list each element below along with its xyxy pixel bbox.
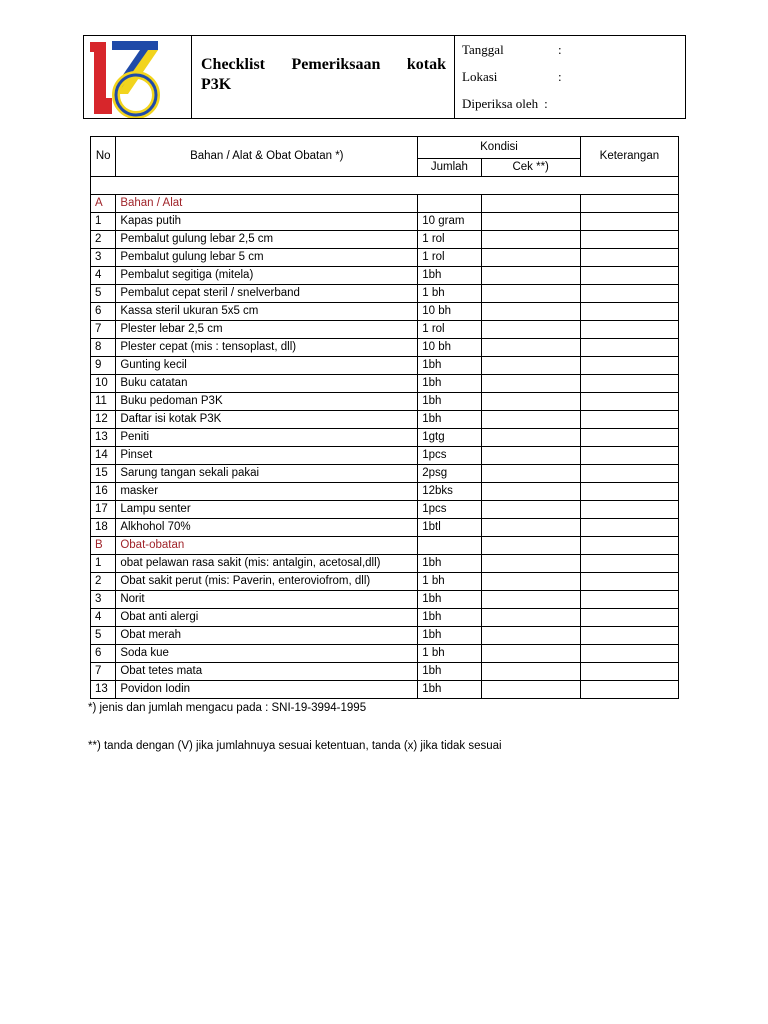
- title-line2: P3K: [201, 76, 232, 93]
- table-row: [91, 501, 679, 519]
- row-no: 9: [91, 357, 116, 375]
- table-row: [91, 555, 679, 573]
- row-no: 13: [91, 429, 116, 447]
- row-cek[interactable]: [481, 465, 580, 483]
- table-row: [91, 429, 679, 447]
- row-no: 7: [91, 663, 116, 681]
- row-cek[interactable]: [481, 249, 580, 267]
- table-row: [91, 267, 679, 285]
- row-item: Povidon Iodin: [116, 681, 418, 699]
- section-row-b: [91, 537, 679, 555]
- table-row: [91, 465, 679, 483]
- row-jumlah: 1 bh: [418, 573, 481, 591]
- row-cek[interactable]: [481, 645, 580, 663]
- row-no: 5: [91, 627, 116, 645]
- row-item: obat pelawan rasa sakit (mis: antalgin, acetosal,dll): [116, 555, 418, 573]
- row-jumlah: 1bh: [418, 375, 481, 393]
- row-no: 5: [91, 285, 116, 303]
- row-item: Obat merah: [116, 627, 418, 645]
- header-item: Bahan / Alat & Obat Obatan *): [116, 137, 418, 177]
- row-cek[interactable]: [481, 357, 580, 375]
- row-item: masker: [116, 483, 418, 501]
- row-cek[interactable]: [481, 285, 580, 303]
- row-cek[interactable]: [481, 339, 580, 357]
- row-keterangan[interactable]: [580, 339, 678, 357]
- section-code: B: [91, 537, 116, 555]
- row-jumlah: 1 rol: [418, 249, 481, 267]
- row-cek[interactable]: [481, 573, 580, 591]
- row-keterangan[interactable]: [580, 267, 678, 285]
- row-jumlah: 10 bh: [418, 303, 481, 321]
- row-item: Gunting kecil: [116, 357, 418, 375]
- row-item: Alkhohol 70%: [116, 519, 418, 537]
- row-keterangan[interactable]: [580, 627, 678, 645]
- row-cek[interactable]: [481, 393, 580, 411]
- table-row: [91, 483, 679, 501]
- row-cek[interactable]: [481, 609, 580, 627]
- row-keterangan[interactable]: [580, 429, 678, 447]
- row-item: Kassa steril ukuran 5x5 cm: [116, 303, 418, 321]
- row-jumlah: 1btl: [418, 519, 481, 537]
- row-no: 18: [91, 519, 116, 537]
- row-jumlah: 1bh: [418, 267, 481, 285]
- row-no: 3: [91, 249, 116, 267]
- row-cek[interactable]: [481, 681, 580, 699]
- row-jumlah: 1bh: [418, 591, 481, 609]
- row-jumlah: 1 bh: [418, 645, 481, 663]
- row-item: Plester cepat (mis : tensoplast, dll): [116, 339, 418, 357]
- row-no: 17: [91, 501, 116, 519]
- header-jumlah: Jumlah: [418, 159, 481, 177]
- row-jumlah: 1 rol: [418, 231, 481, 249]
- row-keterangan[interactable]: [580, 483, 678, 501]
- row-keterangan[interactable]: [580, 681, 678, 699]
- table-row: [91, 645, 679, 663]
- header-kondisi: Kondisi: [418, 137, 581, 159]
- row-item: Peniti: [116, 429, 418, 447]
- row-cek[interactable]: [481, 483, 580, 501]
- row-no: 14: [91, 447, 116, 465]
- row-no: 6: [91, 645, 116, 663]
- section-row-a: [91, 195, 679, 213]
- meta-colon: :: [558, 41, 562, 57]
- row-keterangan[interactable]: [580, 591, 678, 609]
- company-logo: [90, 38, 186, 118]
- row-cek[interactable]: [481, 231, 580, 249]
- row-jumlah: 1pcs: [418, 501, 481, 519]
- table-row: [91, 609, 679, 627]
- row-item: Soda kue: [116, 645, 418, 663]
- table-row: [91, 321, 679, 339]
- table-row: [91, 447, 679, 465]
- meta-colon: :: [544, 95, 548, 111]
- row-no: 11: [91, 393, 116, 411]
- row-keterangan[interactable]: [580, 573, 678, 591]
- form-header: [83, 35, 686, 119]
- row-no: 12: [91, 411, 116, 429]
- row-keterangan[interactable]: [580, 285, 678, 303]
- table-row: [91, 285, 679, 303]
- row-jumlah: 1 bh: [418, 285, 481, 303]
- meta-label: Lokasi: [462, 68, 498, 84]
- row-jumlah: 1bh: [418, 609, 481, 627]
- meta-lokasi[interactable]: [462, 63, 685, 90]
- row-cek[interactable]: [481, 429, 580, 447]
- row-jumlah: 2psg: [418, 465, 481, 483]
- meta-colon: :: [558, 68, 562, 84]
- row-jumlah: 1bh: [418, 555, 481, 573]
- row-keterangan[interactable]: [580, 393, 678, 411]
- row-no: 7: [91, 321, 116, 339]
- row-keterangan[interactable]: [580, 519, 678, 537]
- table-row: [91, 411, 679, 429]
- row-item: Obat sakit perut (mis: Paverin, enteroviofrom, dll): [116, 573, 418, 591]
- row-cek[interactable]: [481, 519, 580, 537]
- row-cek[interactable]: [481, 213, 580, 231]
- section-title: Bahan / Alat: [116, 195, 418, 213]
- row-keterangan[interactable]: [580, 375, 678, 393]
- row-jumlah: 1 rol: [418, 321, 481, 339]
- row-item: Daftar isi kotak P3K: [116, 411, 418, 429]
- section-title: Obat-obatan: [116, 537, 418, 555]
- table-row: [91, 249, 679, 267]
- row-keterangan[interactable]: [580, 663, 678, 681]
- row-keterangan[interactable]: [580, 447, 678, 465]
- footnote-1: *) jenis dan jumlah mengacu pada : SNI-19-3994-1995: [88, 702, 367, 714]
- table-row: [91, 393, 679, 411]
- row-item: Pinset: [116, 447, 418, 465]
- checklist-table: [90, 136, 679, 699]
- row-jumlah: 1gtg: [418, 429, 481, 447]
- row-jumlah: 1bh: [418, 681, 481, 699]
- row-cek[interactable]: [481, 447, 580, 465]
- meta-diperiksa[interactable]: [462, 90, 685, 117]
- row-no: 3: [91, 591, 116, 609]
- form-title: [192, 36, 455, 118]
- row-no: 16: [91, 483, 116, 501]
- row-keterangan[interactable]: [580, 303, 678, 321]
- row-no: 15: [91, 465, 116, 483]
- table-row: [91, 303, 679, 321]
- row-item: Lampu senter: [116, 501, 418, 519]
- row-item: Kapas putih: [116, 213, 418, 231]
- footnote-2: **) tanda dengan (V) jika jumlahnuya sesuai ketentuan, tanda (x) jika tidak sesuai: [88, 740, 502, 752]
- table-row: [91, 681, 679, 699]
- row-jumlah: 1bh: [418, 393, 481, 411]
- title-word: Checklist: [201, 56, 265, 73]
- row-cek[interactable]: [481, 591, 580, 609]
- row-keterangan[interactable]: [580, 357, 678, 375]
- row-item: Pembalut gulung lebar 5 cm: [116, 249, 418, 267]
- row-no: 1: [91, 555, 116, 573]
- row-cek[interactable]: [481, 627, 580, 645]
- row-keterangan[interactable]: [580, 501, 678, 519]
- row-item: Obat anti alergi: [116, 609, 418, 627]
- row-keterangan[interactable]: [580, 465, 678, 483]
- row-jumlah: 1bh: [418, 627, 481, 645]
- meta-tanggal[interactable]: [462, 36, 685, 63]
- table-row: [91, 213, 679, 231]
- row-cek[interactable]: [481, 321, 580, 339]
- row-cek[interactable]: [481, 267, 580, 285]
- row-keterangan[interactable]: [580, 321, 678, 339]
- table-row: [91, 573, 679, 591]
- table-row: [91, 339, 679, 357]
- row-cek[interactable]: [481, 303, 580, 321]
- spacer-row: [91, 177, 679, 195]
- row-item: Buku pedoman P3K: [116, 393, 418, 411]
- meta-fields: [455, 36, 685, 118]
- row-jumlah: 1bh: [418, 357, 481, 375]
- table-row: [91, 519, 679, 537]
- row-jumlah: 10 gram: [418, 213, 481, 231]
- row-item: Pembalut gulung lebar 2,5 cm: [116, 231, 418, 249]
- table-row: [91, 357, 679, 375]
- row-jumlah: 12bks: [418, 483, 481, 501]
- row-no: 4: [91, 609, 116, 627]
- row-cek[interactable]: [481, 411, 580, 429]
- row-item: Pembalut cepat steril / snelverband: [116, 285, 418, 303]
- logo-cell: [84, 36, 192, 118]
- row-jumlah: 10 bh: [418, 339, 481, 357]
- row-no: 10: [91, 375, 116, 393]
- row-cek[interactable]: [481, 663, 580, 681]
- row-keterangan[interactable]: [580, 609, 678, 627]
- meta-label: Tanggal: [462, 41, 504, 57]
- row-jumlah: 1bh: [418, 411, 481, 429]
- row-keterangan[interactable]: [580, 249, 678, 267]
- table-row: [91, 627, 679, 645]
- row-keterangan[interactable]: [580, 231, 678, 249]
- row-keterangan[interactable]: [580, 555, 678, 573]
- row-cek[interactable]: [481, 501, 580, 519]
- row-keterangan[interactable]: [580, 411, 678, 429]
- row-cek[interactable]: [481, 555, 580, 573]
- row-no: 8: [91, 339, 116, 357]
- row-no: 6: [91, 303, 116, 321]
- row-item: Sarung tangan sekali pakai: [116, 465, 418, 483]
- row-keterangan[interactable]: [580, 213, 678, 231]
- title-word: Pemeriksaan: [291, 56, 381, 73]
- row-no: 1: [91, 213, 116, 231]
- table-row: [91, 231, 679, 249]
- table-row: [91, 663, 679, 681]
- row-jumlah: 1bh: [418, 663, 481, 681]
- row-keterangan[interactable]: [580, 645, 678, 663]
- row-item: Obat tetes mata: [116, 663, 418, 681]
- row-item: Pembalut segitiga (mitela): [116, 267, 418, 285]
- section-code: A: [91, 195, 116, 213]
- table-row: [91, 375, 679, 393]
- header-cek: Cek **): [481, 159, 580, 177]
- row-no: 13: [91, 681, 116, 699]
- table-row: [91, 591, 679, 609]
- header-keterangan: Keterangan: [580, 137, 678, 177]
- title-word: kotak: [406, 56, 446, 73]
- meta-label: Diperiksa oleh: [462, 95, 539, 111]
- row-item: Buku catatan: [116, 375, 418, 393]
- row-item: Norit: [116, 591, 418, 609]
- header-no: No: [91, 137, 116, 177]
- row-jumlah: 1pcs: [418, 447, 481, 465]
- row-item: Plester lebar 2,5 cm: [116, 321, 418, 339]
- row-no: 4: [91, 267, 116, 285]
- row-no: 2: [91, 573, 116, 591]
- row-cek[interactable]: [481, 375, 580, 393]
- row-no: 2: [91, 231, 116, 249]
